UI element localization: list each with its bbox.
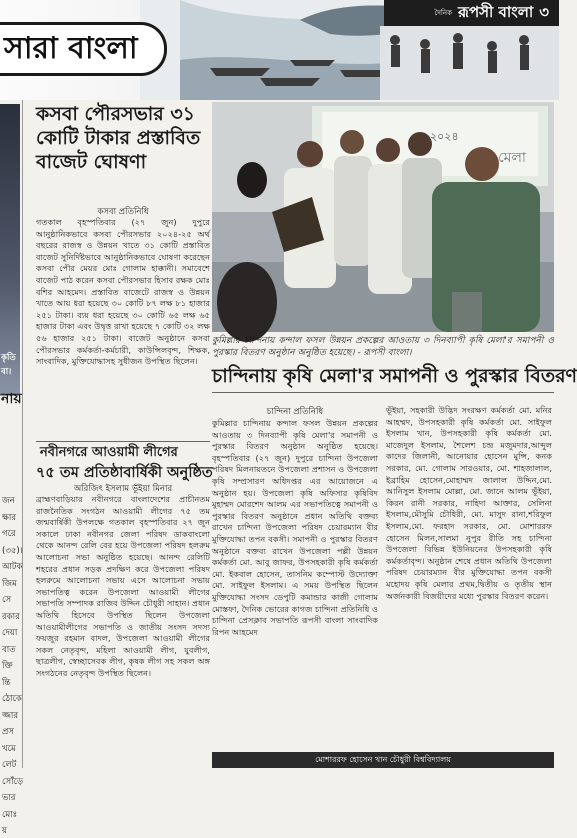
article1-headline: কসবা পৌরসভার ৩১ কোটি টাকার প্রস্তাবিত বাজেট ঘোষণা: [36, 103, 201, 173]
left-edge-fragment: আটক: [2, 562, 23, 572]
left-edge-fragment: (৩৫)।: [2, 545, 23, 556]
article1-body: গতকাল বৃহস্পতিবার (২৭ জুন) দুপুরে আনুষ্ঠানিকভাবে কসবা পৌরসভার ২০২৪-২৫ অর্থ বছরের রাজস্ব ও উন্নয়ন খাতে ৩১ কোটি প্রস্তাবিত বাজেট সুনির্দিষ্টভাবে আনুষ্ঠানিকভাবে ঘোষণা করেছেন কসবা পৌর মেয়র মোঃ গোলাম হাক্কানী। সমাবেশে বাজেট পাঠ করেন কসবা পৌরসভার হিসাব রক্ষক মোঃ বশির আহমেদ। প্রস্তাবিত বাজেটে রাজস্ব ও উন্নয়ন খাতে আয় ধরা হয়েছে ৩০ কোটি ৮৭ লক্ষ ৮১ হাজার ২৫১ টাকা। ব্যয় ধরা হয়েছে ৩০ কোটি ৬৫ লক্ষ ৬৫ হাজার টাকা এবং উদ্বৃত্ত রাখা হয়েছে ৭ কোটি ৩২ লক্ষ ৫৬ হাজার ২৫১ টাকা। বাজেট অনুষ্ঠানে কসবা পৌরসভার কর্মকর্তা-কর্মচারী, কাউন্সিলবৃন্দ, শিক্ষক, সাংবাদিক, মুক্তিযোদ্ধাসহ সুধীজন উপস্থিত ছিলেন।: [36, 217, 210, 367]
left-edge-fragment: ক্ষার: [2, 512, 17, 523]
left-edge-fragment: ঠোকে: [2, 694, 22, 704]
left-edge-fragment: খমে: [2, 743, 16, 754]
news-photo: [212, 102, 554, 332]
left-edge-column: [0, 100, 24, 836]
divider: [212, 392, 554, 393]
paper-name: রূপসী বাংলা: [458, 2, 534, 21]
left-edge-label-b: বা।: [1, 367, 12, 377]
article2-headline-line1: নবীনগরে আওয়ামী লীগের: [40, 445, 178, 460]
left-edge-label-c: নায়: [1, 391, 22, 407]
article2-byline: অরিজিৎ ইসলাম ভূঁইয়া মিনার: [73, 484, 173, 494]
left-edge-fragment: ক্তি: [2, 661, 13, 671]
next-article-strip: মোশাররফ হোসেন খান চৌধুরী বিশ্ববিদ্যালয়: [212, 752, 554, 768]
left-edge-fragment: বাত: [2, 644, 16, 655]
article1-byline: কসবা প্রতিনিধি: [97, 207, 149, 217]
left-edge-fragment: ন্তি: [2, 677, 11, 688]
left-edge-fragment: গরে: [2, 529, 16, 539]
article3-column-a: কুমিল্লার চান্দিনায় কন্দাল ফসল উন্নয়ন প্রকল্পের আওতায় ৩ দিনব্যাপী কৃষি মেলা'র সমাপনী ও পুরস্কার বিতরণ অনুষ্ঠান অনুষ্ঠিত হয়েছে। বৃহস্পতিবার (২৭ জুন) দুপুরে চান্দিনা উপজেলা পরিষদ মিলনায়তনে উপজেলা প্রশাসন ও উপজেলা কৃষি সম্প্রসারণ অধিদপ্তর এর আয়োজনে এ অনুষ্ঠান হয়। উপজেলা কৃষি অফিসার কৃষিবিদ মুহাম্মদ মোরশেদ আলম এর সভাপতিত্বে সমাপনী ও পুরস্কার বিতরণ অনুষ্ঠানে প্রধান অতিথি বক্তব্য রাখেন চান্দিনা উপজেলা পরিষদ চেয়ারম্যান বীর মুক্তিযোদ্ধা তপন বকসী। সমাপনী ও পুরস্কার বিতরণ অনুষ্ঠানে বক্তব্য রাখেন উপজেলা পল্লী উন্নয়ন কর্মকর্তা মো. আবু জাফর, উপসহকারী কৃষি কর্মকর্তা মো. ইকবাল হোসেন, তাসনিম কম্পোস্ট উদ্যোক্তা মো. সাইফুল ইসলাম। এ সময় উপস্থিত ছিলেন মুক্তিযোদ্ধা সংসদ ডেপুটি কমান্ডার কাজী গোলাম মোস্তফা, দৈনিক ভোরের কাগজ চান্দিনা প্রতিনিধি ও চান্দিনা প্রেসক্লাব সভাপতি রূপসী বাংলা সাংবাদিক রিপন আহমেদ: [212, 418, 378, 637]
left-edge-fragment: জ্জার: [2, 710, 19, 721]
photo-banner-year: ২০২৪: [430, 130, 459, 143]
left-edge-fragment: মোঃ: [2, 809, 18, 820]
left-edge-fragment: লেট: [2, 760, 17, 770]
left-edge-fragment: জিম: [2, 578, 17, 589]
left-edge-fragment: ভার: [2, 793, 16, 803]
article3-headline: চান্দিনায় কৃষি মেলা'র সমাপনী ও পুরস্কার বিতরণ: [212, 365, 577, 387]
photo-banner-word: মেলা: [498, 150, 526, 166]
photo-caption: কুমিল্লার চান্দিনায় কন্দাল ফসল উন্নয়ন প্রকল্পের আওতায় ৩ দিনব্যাপী কৃষি মেলা'র সমাপনী ও পুরস্কার বিতরণ অনুষ্ঠান অনুষ্ঠিত হয়েছে। - রূপসী বাংলা।: [212, 336, 554, 358]
paper-name-bar: [384, 0, 559, 26]
divider: [36, 441, 210, 442]
article3-byline: চান্দিনা প্রতিনিধি: [266, 407, 324, 417]
paper-small-label: দৈনিক: [434, 9, 453, 17]
left-edge-fragment: দেয়া: [2, 628, 18, 638]
left-edge-fragment: য়: [2, 826, 8, 836]
left-edge-fragment: সে: [2, 595, 12, 605]
left-edge-fragment: জন: [2, 496, 15, 506]
article3-column-b: ভূঁইয়া, সহকারী উদ্ভিদ সংরক্ষণ কর্মকর্তা মো. মনির আহম্মদ, উপসহকারী কৃষি কর্মকর্তা মো. সাইফুল ইসলাম খান, উপসহকারী কৃষি কর্মকর্তা মো. মাজেদুল ইসলাম, শৈলেশ চন্দ্র মজুমদার,আব্দুল কাদের জিলানী, আনোয়ার হোসেন মুন্সি, কনক সরকার, মো. গোলাম সারওয়ার, মো. শাহজালাল, ইব্রাহিম হোসেন,মোহাম্মদ জালাল উদ্দিন,মো. আনিসুল ইসলাম মোল্লা, মো. জানে আলম ভূঁইয়া, কিরন রানী সরকার, নাহিদা আক্তার, সেলিনা ইসলাম,মৌসুমি চৌধিরী, মো. মাসুদ রানা,শরিফুল ইসলাম,মো. ফরহাদ সরকার, মো. মোশাররফ হোসেন মিলন,সালমা নুপুর রীতি সহ চান্দিনা উপজেলা বিভিন্ন ইউনিয়নের উপসহকারী কৃষি কর্মকর্তাবৃন্দ। অনুষ্ঠান শেষে প্রধান অতিথি উপজেলা পরিষদ চেয়ারম্যান বীর মুক্তিযোদ্ধা তপন বকসী মহোদয় কৃষি মেলার প্রথম,দ্বিতীয় ও তৃতীয় স্থান অর্জনকারী বিজয়ীদের মধ্যে পুরস্কার বিতরণ করেন।: [386, 405, 552, 601]
page-header: [0, 0, 559, 100]
award-ceremony-photo: [212, 102, 554, 332]
left-edge-label-a: কৃতি: [1, 353, 16, 363]
left-edge-fragment: সোঁড়ে: [2, 776, 24, 787]
left-edge-fragment: প্রস: [2, 727, 14, 737]
left-edge-fragment: রকার: [2, 611, 20, 622]
article2-body: ব্রাহ্মণবাড়িয়ার নবীনগরে বাংলাদেশের প্রাচীনতম রাজনৈতিক সংগঠন আওয়ামী লীগের ৭৫ তম জন্মবার্ষিকী উপলক্ষে গতকাল বৃহস্পতিবার ২৭ জুন সকালে ঢাকা নবীনগর জেলা পরিষদ ডাকবাংলো থেকে আনন্দ রেলি বের হয়ে উপজেলা পরিষদ হলরুম আলোচনা সভা অনুষ্ঠিত হয়েছে। আনন্দ রেলিটি শহরের প্রধান সড়ক প্রদক্ষিণ করে উপজেলা পরিষদ হলরুমে আলোচনা সভায় এসে আলোচনা সভায় সভাপতিত্ব করেন উপজেলা আওয়ামী লীগের সভাপতি সম্পাদক রাজিব উদ্দিন চৌধুরী সাহান। প্রধান অতিথি হিসেবে উপস্থিত ছিলেন উপজেলা আওয়ামীলীগের সভাপতি ও জাতীয় সংসদ সদস্য ফয়জুর রহমান বাদল, উপজেলা আওয়ামী লীগের সকল নেতৃবৃন্দ, মহিলা আওয়ামী লীগ, যুবলীগ, ছাত্রলীগ, স্বেচ্ছাসেবক লীগ, কৃষক লীগ সহ সকল অঙ্গ সংগঠনের নেতৃবৃন্দ উপস্থিত ছিলেন।: [36, 494, 210, 678]
page-number: ৩: [539, 2, 549, 21]
section-tag: [0, 22, 167, 76]
article2-headline-line2: ৭৫ তম প্রতিষ্ঠাবার্ষিকী অনুষ্ঠিত: [36, 465, 213, 481]
section-title: সারা বাংলা: [4, 30, 138, 66]
